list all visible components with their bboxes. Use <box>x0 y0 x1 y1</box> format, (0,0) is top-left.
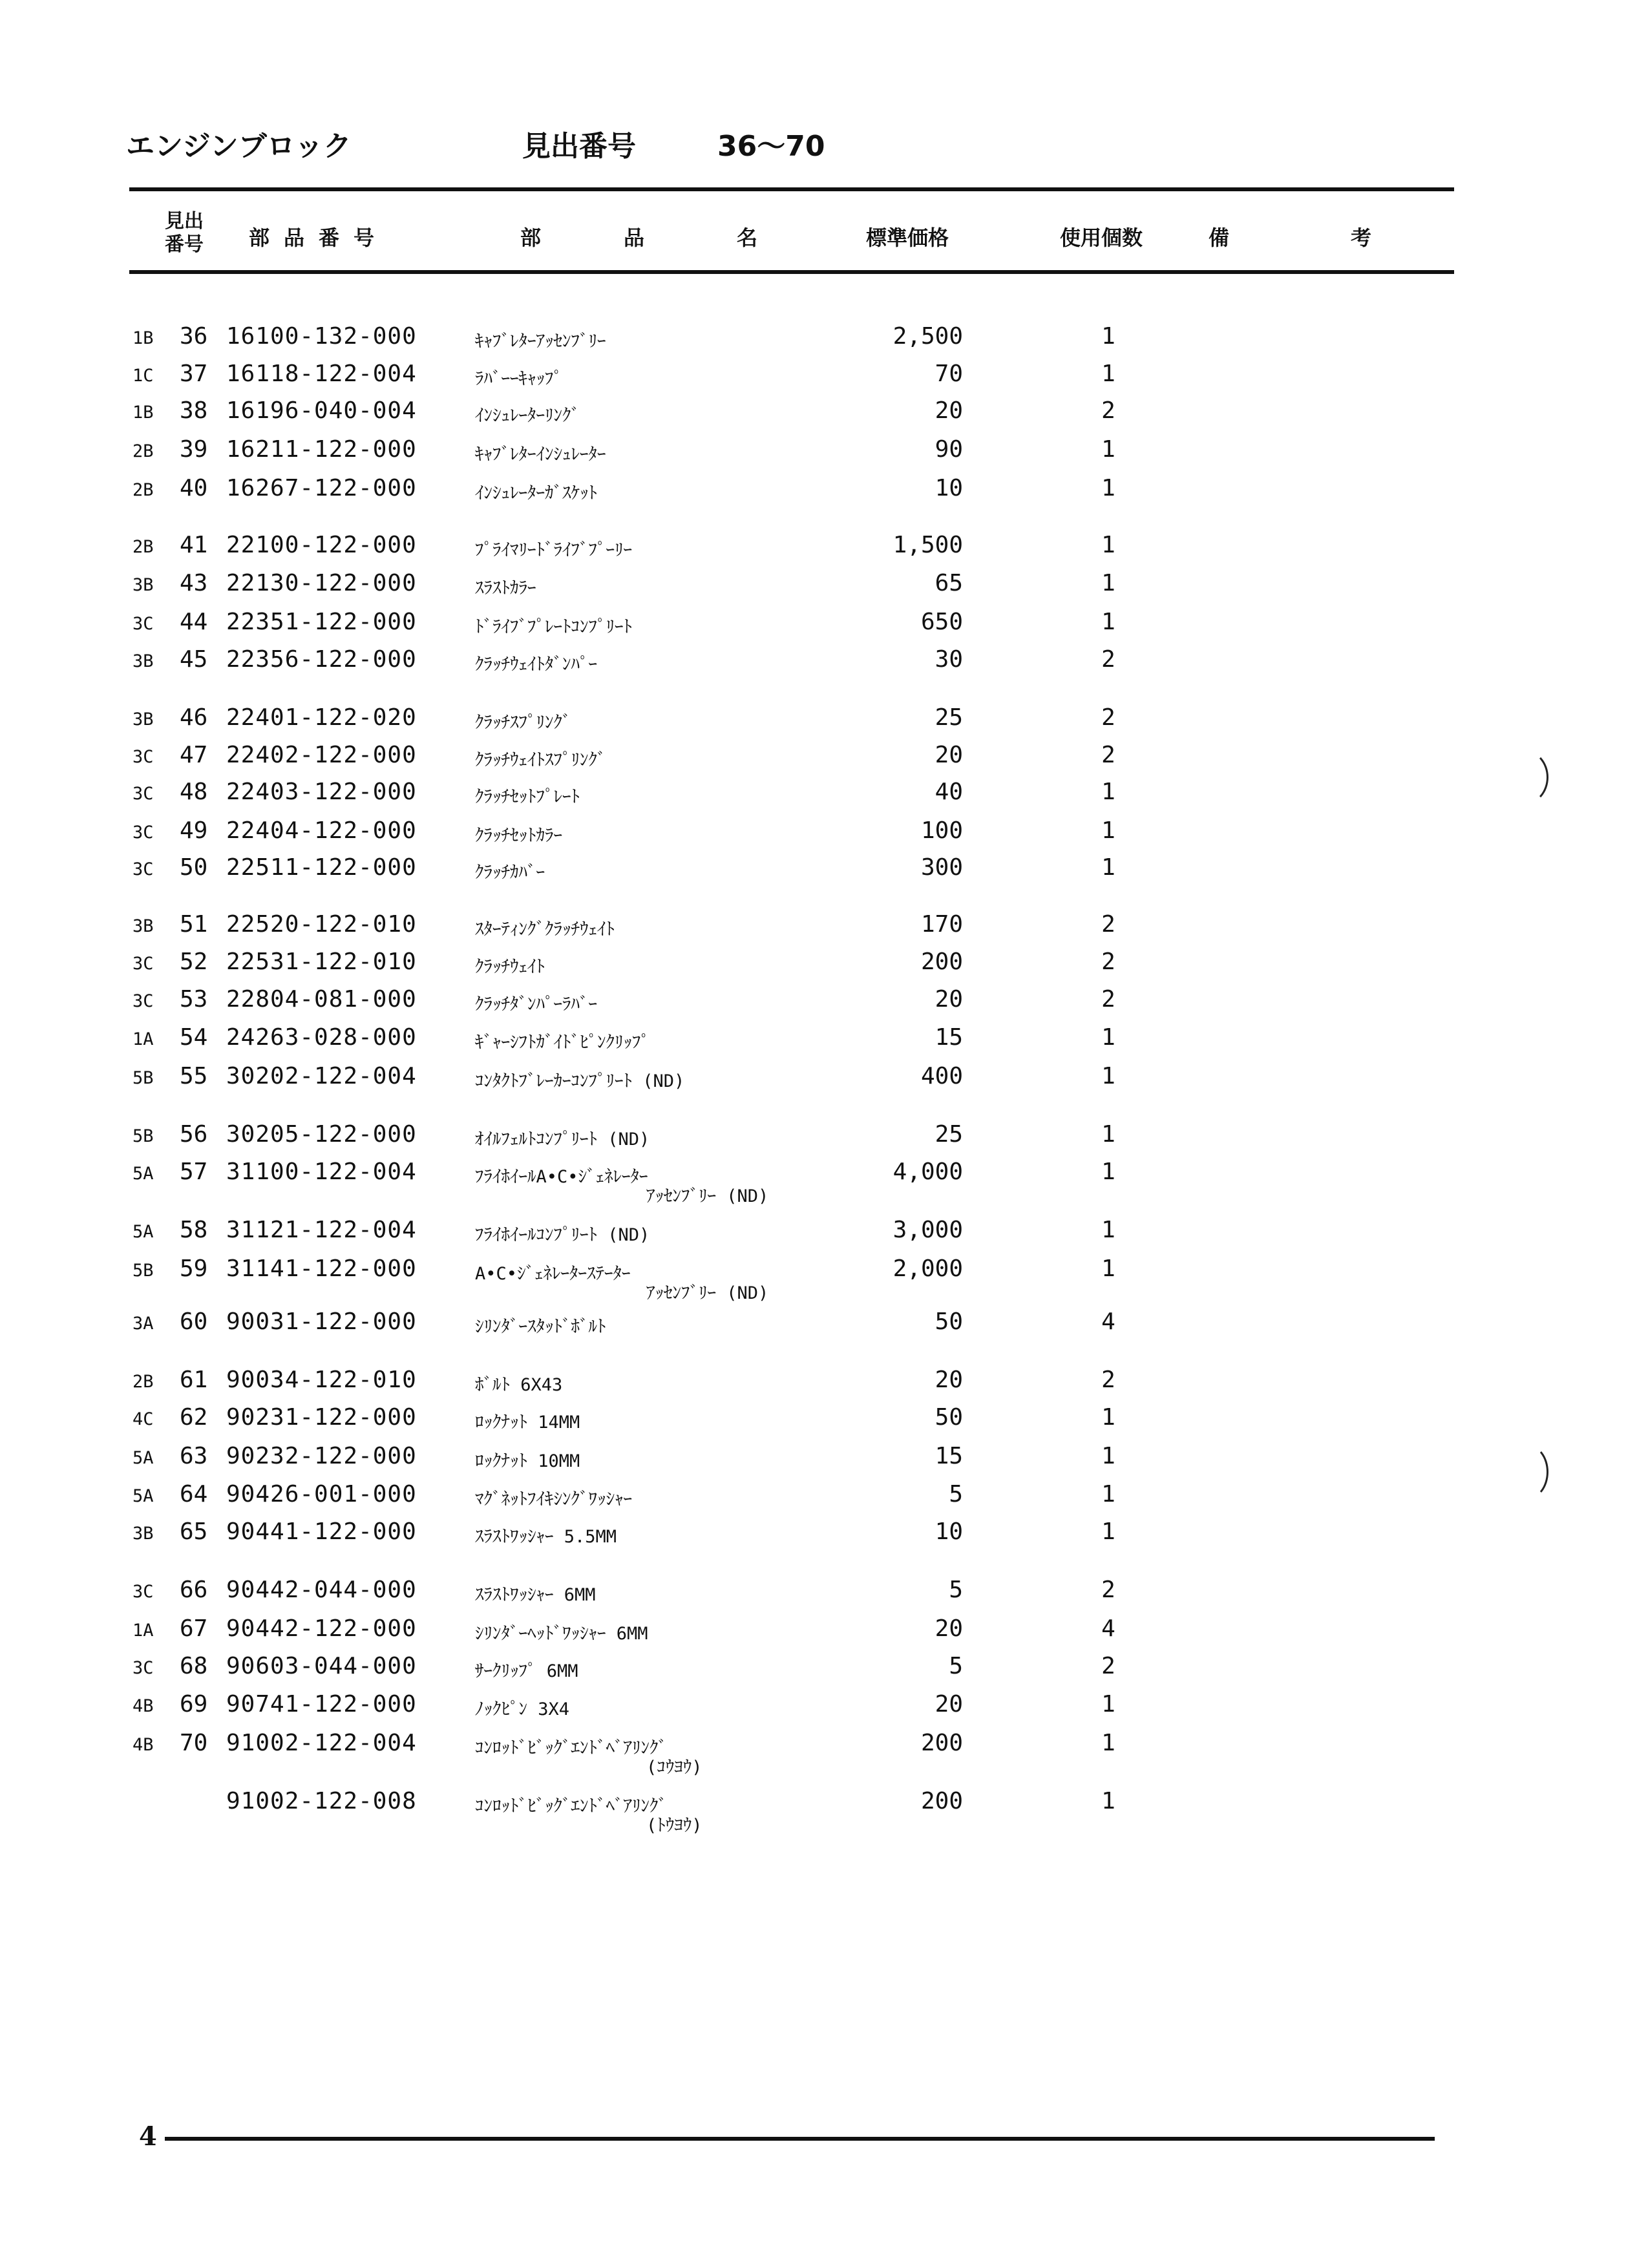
grid-location: 3C <box>132 1658 154 1678</box>
grid-location: 3B <box>132 575 154 595</box>
reference-number: 41 <box>180 532 208 558</box>
part-name: ｵｲﾙﾌｪﾙﾄｺﾝﾌﾟﾘｰﾄ (ND) <box>475 1129 650 1150</box>
table-row <box>0 570 1648 606</box>
part-number: 90741-122-000 <box>226 1691 417 1717</box>
part-number: 22531-122-010 <box>226 949 417 975</box>
quantity-used: 1 <box>1101 1255 1115 1282</box>
grid-location: 3C <box>132 784 154 804</box>
part-name: ｷﾞｬｰｼﾌﾄｶﾞｲﾄﾞﾋﾟﾝｸﾘｯﾌﾟ <box>475 1033 650 1053</box>
part-name: ｽﾗｽﾄﾜｯｼｬｰ 5.5MM <box>475 1527 617 1547</box>
part-name-continuation: (ｺｳﾖｳ) <box>646 1758 703 1778</box>
column-header-name-3: 名 <box>737 226 758 250</box>
part-number: 31100-122-004 <box>226 1159 417 1185</box>
standard-price: 5 <box>949 1653 963 1679</box>
table-row <box>0 1217 1648 1253</box>
part-name: ﾏｸﾞﾈｯﾄﾌｲｷｼﾝｸﾞﾜｯｼｬｰ <box>475 1489 632 1509</box>
table-row <box>0 1481 1648 1517</box>
part-name: ﾛｯｸﾅｯﾄ 10MM <box>475 1451 580 1471</box>
reference-number: 62 <box>180 1404 208 1431</box>
reference-number: 46 <box>180 704 208 731</box>
table-row <box>0 475 1648 511</box>
quantity-used: 2 <box>1101 986 1115 1013</box>
grid-location: 4B <box>132 1735 154 1755</box>
part-name: ｽﾀｰﾃｨﾝｸﾞｸﾗｯﾁｳｪｲﾄ <box>475 919 615 940</box>
column-header-price: 標準価格 <box>866 226 949 250</box>
part-name: A•C•ｼﾞｪﾈﾚｰﾀｰｽﾃｰﾀｰ <box>475 1264 631 1284</box>
standard-price: 10 <box>935 1518 963 1545</box>
quantity-used: 1 <box>1101 609 1115 635</box>
part-name-continuation: ｱｯｾﾝﾌﾞﾘｰ (ND) <box>646 1186 769 1206</box>
reference-number: 39 <box>180 436 208 463</box>
part-number: 31141-122-000 <box>226 1255 417 1282</box>
table-row <box>0 1367 1648 1403</box>
quantity-used: 2 <box>1101 1577 1115 1603</box>
reference-number: 38 <box>180 397 208 424</box>
quantity-used: 1 <box>1101 1691 1115 1717</box>
reference-number: 66 <box>180 1577 208 1603</box>
quantity-used: 1 <box>1101 475 1115 501</box>
standard-price: 20 <box>935 986 963 1013</box>
quantity-used: 2 <box>1101 949 1115 975</box>
reference-number: 49 <box>180 817 208 844</box>
part-name-continuation: ｱｯｾﾝﾌﾞﾘｰ (ND) <box>646 1283 769 1303</box>
part-number: 16100-132-000 <box>226 323 417 350</box>
reference-number: 70 <box>180 1730 208 1756</box>
reference-number: 68 <box>180 1653 208 1679</box>
part-name: ｸﾗｯﾁｽﾌﾟﾘﾝｸﾞ <box>475 713 571 733</box>
standard-price: 20 <box>935 742 963 768</box>
part-number: 90231-122-000 <box>226 1404 417 1431</box>
table-row <box>0 949 1648 985</box>
quantity-used: 1 <box>1101 854 1115 881</box>
quantity-used: 1 <box>1101 1481 1115 1507</box>
standard-price: 200 <box>920 1788 963 1814</box>
table-row <box>0 1691 1648 1727</box>
part-name: ｸﾗｯﾁｾｯﾄﾌﾟﾚｰﾄ <box>475 787 580 807</box>
part-name: ｺﾝﾛｯﾄﾞﾋﾞｯｸﾞｴﾝﾄﾞﾍﾞｱﾘﾝｸﾞ <box>475 1738 667 1758</box>
table-row <box>0 1121 1648 1157</box>
quantity-used: 1 <box>1101 1788 1115 1814</box>
table-row <box>0 1577 1648 1613</box>
quantity-used: 1 <box>1101 361 1115 387</box>
standard-price: 1,500 <box>893 532 963 558</box>
quantity-used: 2 <box>1101 646 1115 673</box>
reference-number: 65 <box>180 1518 208 1545</box>
standard-price: 170 <box>920 911 963 938</box>
standard-price: 3,000 <box>893 1217 963 1243</box>
grid-location: 4B <box>132 1696 154 1716</box>
reference-number: 40 <box>180 475 208 501</box>
part-number: 22351-122-000 <box>226 609 417 635</box>
table-row <box>0 779 1648 815</box>
reference-number: 51 <box>180 911 208 938</box>
grid-location: 5A <box>132 1164 154 1184</box>
quantity-used: 1 <box>1101 1730 1115 1756</box>
part-number: 22401-122-020 <box>226 704 417 731</box>
table-row <box>0 1063 1648 1099</box>
reference-number: 60 <box>180 1308 208 1335</box>
reference-number: 63 <box>180 1443 208 1469</box>
standard-price: 90 <box>935 436 963 463</box>
standard-price: 15 <box>935 1443 963 1469</box>
grid-location: 1B <box>132 403 154 423</box>
quantity-used: 1 <box>1101 1063 1115 1089</box>
standard-price: 65 <box>935 570 963 596</box>
part-number: 30202-122-004 <box>226 1063 417 1089</box>
quantity-used: 4 <box>1101 1308 1115 1335</box>
quantity-used: 2 <box>1101 742 1115 768</box>
part-number: 91002-122-004 <box>226 1730 417 1756</box>
standard-price: 50 <box>935 1404 963 1431</box>
part-name-continuation: (ﾄｳﾖｳ) <box>646 1816 703 1836</box>
grid-location: 3C <box>132 747 154 767</box>
standard-price: 100 <box>920 817 963 844</box>
quantity-used: 1 <box>1101 1518 1115 1545</box>
page-title: エンジンブロック <box>126 130 352 163</box>
standard-price: 2,000 <box>893 1255 963 1282</box>
part-number: 91002-122-008 <box>226 1788 417 1814</box>
quantity-used: 2 <box>1101 397 1115 424</box>
grid-location: 5A <box>132 1448 154 1468</box>
grid-location: 5A <box>132 1486 154 1506</box>
part-number: 90034-122-010 <box>226 1367 417 1393</box>
table-row <box>0 986 1648 1022</box>
table-row <box>0 911 1648 947</box>
part-name: ｸﾗｯﾁｳｪｲﾄｽﾌﾟﾘﾝｸﾞ <box>475 750 606 770</box>
part-name: ﾄﾞﾗｲﾌﾞﾌﾟﾚｰﾄｺﾝﾌﾟﾘｰﾄ <box>475 617 632 637</box>
grid-location: 2B <box>132 1372 154 1392</box>
reference-number: 45 <box>180 646 208 673</box>
reference-number: 48 <box>180 779 208 805</box>
part-number: 90031-122-000 <box>226 1308 417 1335</box>
part-name: ﾉｯｸﾋﾟﾝ 3X4 <box>475 1699 570 1719</box>
part-name: ｲﾝｼｭﾚｰﾀｰｶﾞｽｹｯﾄ <box>475 483 597 503</box>
part-name: ｻｰｸﾘｯﾌﾟ 6MM <box>475 1661 578 1681</box>
part-name: ｸﾗｯﾁﾀﾞﾝﾊﾟｰﾗﾊﾞｰ <box>475 994 597 1014</box>
table-row <box>0 1518 1648 1555</box>
binder-hole-mark <box>1506 1444 1548 1500</box>
reference-number: 67 <box>180 1615 208 1642</box>
standard-price: 20 <box>935 397 963 424</box>
part-name: ｺﾝﾀｸﾄﾌﾞﾚｰｶｰｺﾝﾌﾟﾘｰﾄ (ND) <box>475 1071 685 1091</box>
table-row <box>0 1730 1648 1778</box>
reference-number: 58 <box>180 1217 208 1243</box>
grid-location: 1A <box>132 1029 154 1049</box>
part-name: ｸﾗｯﾁｳｪｲﾄﾀﾞﾝﾊﾟｰ <box>475 655 597 675</box>
reference-number: 69 <box>180 1691 208 1717</box>
grid-location: 3C <box>132 991 154 1011</box>
quantity-used: 1 <box>1101 1024 1115 1051</box>
column-header-remarks-2: 考 <box>1351 226 1372 250</box>
part-number: 22100-122-000 <box>226 532 417 558</box>
grid-location: 1A <box>132 1621 154 1641</box>
reference-number: 57 <box>180 1159 208 1185</box>
quantity-used: 2 <box>1101 1653 1115 1679</box>
standard-price: 25 <box>935 704 963 731</box>
reference-number: 50 <box>180 854 208 881</box>
table-row <box>0 397 1648 434</box>
standard-price: 5 <box>949 1577 963 1603</box>
grid-location: 5B <box>132 1261 154 1281</box>
part-name: ﾌﾗｲﾎｲｰﾙｺﾝﾌﾟﾘｰﾄ (ND) <box>475 1225 650 1245</box>
standard-price: 300 <box>920 854 963 881</box>
index-label: 見出番号 <box>522 130 636 163</box>
part-number: 22804-081-000 <box>226 986 417 1013</box>
column-header-part-number: 部品番号 <box>249 226 389 250</box>
grid-location: 3C <box>132 1582 154 1602</box>
part-number: 22403-122-000 <box>226 779 417 805</box>
reference-number: 47 <box>180 742 208 768</box>
reference-number: 53 <box>180 986 208 1013</box>
column-header-name-1: 部 <box>520 226 542 250</box>
part-number: 16211-122-000 <box>226 436 417 463</box>
table-row <box>0 1159 1648 1206</box>
quantity-used: 1 <box>1101 436 1115 463</box>
part-number: 30205-122-000 <box>226 1121 417 1148</box>
part-name: ｲﾝｼｭﾚｰﾀｰﾘﾝｸﾞ <box>475 406 580 426</box>
standard-price: 2,500 <box>893 323 963 350</box>
part-number: 90441-122-000 <box>226 1518 417 1545</box>
part-name: ﾎﾞﾙﾄ 6X43 <box>475 1375 563 1395</box>
quantity-used: 1 <box>1101 1404 1115 1431</box>
part-name: ｸﾗｯﾁｶﾊﾞｰ <box>475 863 545 883</box>
table-row <box>0 1308 1648 1345</box>
quantity-used: 1 <box>1101 779 1115 805</box>
grid-location: 3C <box>132 859 154 879</box>
part-name: ｷｬﾌﾞﾚﾀｰｲﾝｼｭﾚｰﾀｰ <box>475 445 606 465</box>
reference-number: 43 <box>180 570 208 596</box>
standard-price: 200 <box>920 1730 963 1756</box>
part-name: ｷｬﾌﾞﾚﾀｰｱｯｾﾝﾌﾞﾘｰ <box>475 331 606 352</box>
grid-location: 5B <box>132 1126 154 1146</box>
reference-number: 55 <box>180 1063 208 1089</box>
quantity-used: 2 <box>1101 911 1115 938</box>
grid-location: 3C <box>132 954 154 974</box>
table-row <box>0 1443 1648 1479</box>
part-name: ｼﾘﾝﾀﾞｰｽﾀｯﾄﾞﾎﾞﾙﾄ <box>475 1317 606 1337</box>
reference-number: 56 <box>180 1121 208 1148</box>
part-number: 22520-122-010 <box>226 911 417 938</box>
page-number: 4 <box>139 2121 157 2152</box>
reference-number: 64 <box>180 1481 208 1507</box>
column-header-remarks-1: 備 <box>1209 226 1230 250</box>
quantity-used: 1 <box>1101 817 1115 844</box>
reference-number: 36 <box>180 323 208 350</box>
part-name: ｺﾝﾛｯﾄﾞﾋﾞｯｸﾞｴﾝﾄﾞﾍﾞｱﾘﾝｸﾞ <box>475 1796 667 1816</box>
part-number: 90426-001-000 <box>226 1481 417 1507</box>
quantity-used: 1 <box>1101 1121 1115 1148</box>
part-name: ﾌﾟﾗｲﾏﾘｰﾄﾞﾗｲﾌﾞﾌﾟｰﾘｰ <box>475 540 632 560</box>
grid-location: 1B <box>132 328 154 348</box>
part-number: 22402-122-000 <box>226 742 417 768</box>
part-number: 22356-122-000 <box>226 646 417 673</box>
part-number: 22130-122-000 <box>226 570 417 596</box>
grid-location: 4C <box>132 1409 154 1429</box>
table-row <box>0 742 1648 778</box>
table-row <box>0 609 1648 645</box>
standard-price: 200 <box>920 949 963 975</box>
quantity-used: 1 <box>1101 323 1115 350</box>
binder-hole-mark <box>1499 750 1548 805</box>
table-row <box>0 532 1648 568</box>
standard-price: 20 <box>935 1367 963 1393</box>
part-name: ｸﾗｯﾁｳｪｲﾄ <box>475 957 545 977</box>
standard-price: 400 <box>920 1063 963 1089</box>
standard-price: 50 <box>935 1308 963 1335</box>
standard-price: 4,000 <box>893 1159 963 1185</box>
quantity-used: 1 <box>1101 570 1115 596</box>
reference-number: 61 <box>180 1367 208 1393</box>
index-range: 36〜70 <box>717 130 825 163</box>
part-name: ﾗﾊﾞｰｰｷｬｯﾌﾟ <box>475 369 562 389</box>
grid-location: 3B <box>132 1524 154 1544</box>
standard-price: 70 <box>935 361 963 387</box>
reference-number: 52 <box>180 949 208 975</box>
standard-price: 20 <box>935 1615 963 1642</box>
grid-location: 3B <box>132 709 154 730</box>
quantity-used: 1 <box>1101 1443 1115 1469</box>
quantity-used: 1 <box>1101 1159 1115 1185</box>
table-row <box>0 1653 1648 1689</box>
grid-location: 2B <box>132 537 154 557</box>
part-number: 31121-122-004 <box>226 1217 417 1243</box>
grid-location: 3B <box>132 651 154 671</box>
quantity-used: 1 <box>1101 532 1115 558</box>
table-row <box>0 436 1648 472</box>
table-row <box>0 1788 1648 1836</box>
part-name: ｼﾘﾝﾀﾞｰﾍｯﾄﾞﾜｯｼｬｰ 6MM <box>475 1624 648 1644</box>
standard-price: 15 <box>935 1024 963 1051</box>
table-row <box>0 817 1648 854</box>
table-row <box>0 1255 1648 1303</box>
grid-location: 5B <box>132 1068 154 1088</box>
part-number: 90232-122-000 <box>226 1443 417 1469</box>
part-number: 16118-122-004 <box>226 361 417 387</box>
part-name: ｸﾗｯﾁｾｯﾄｶﾗｰ <box>475 826 562 846</box>
table-row <box>0 1615 1648 1652</box>
part-number: 90442-044-000 <box>226 1577 417 1603</box>
table-row <box>0 1024 1648 1060</box>
column-header-quantity: 使用個数 <box>1060 226 1143 250</box>
part-number: 90603-044-000 <box>226 1653 417 1679</box>
table-row <box>0 646 1648 682</box>
reference-number: 44 <box>180 609 208 635</box>
standard-price: 5 <box>949 1481 963 1507</box>
table-row <box>0 361 1648 397</box>
standard-price: 650 <box>920 609 963 635</box>
reference-number: 59 <box>180 1255 208 1282</box>
part-number: 16267-122-000 <box>226 475 417 501</box>
column-header-ref: 見出 番号 <box>165 210 204 256</box>
standard-price: 30 <box>935 646 963 673</box>
table-row <box>0 854 1648 890</box>
part-number: 24263-028-000 <box>226 1024 417 1051</box>
part-name: ﾛｯｸﾅｯﾄ 14MM <box>475 1412 580 1433</box>
table-row <box>0 323 1648 359</box>
standard-price: 40 <box>935 779 963 805</box>
part-name: ｽﾗｽﾄｶﾗｰ <box>475 578 536 598</box>
grid-location: 3C <box>132 823 154 843</box>
table-row <box>0 704 1648 740</box>
quantity-used: 2 <box>1101 1367 1115 1393</box>
grid-location: 3C <box>132 614 154 634</box>
grid-location: 5A <box>132 1222 154 1242</box>
grid-location: 2B <box>132 441 154 461</box>
part-number: 16196-040-004 <box>226 397 417 424</box>
reference-number: 54 <box>180 1024 208 1051</box>
part-number: 22511-122-000 <box>226 854 417 881</box>
column-header-name-2: 品 <box>624 226 645 250</box>
quantity-used: 1 <box>1101 1217 1115 1243</box>
quantity-used: 2 <box>1101 704 1115 731</box>
part-name: ｽﾗｽﾄﾜｯｼｬｰ 6MM <box>475 1585 596 1605</box>
grid-location: 2B <box>132 480 154 500</box>
grid-location: 3A <box>132 1314 154 1334</box>
standard-price: 10 <box>935 475 963 501</box>
grid-location: 3B <box>132 916 154 936</box>
part-name: ﾌﾗｲﾎｲｰﾙA•C•ｼﾞｪﾈﾚｰﾀｰ <box>475 1167 648 1187</box>
grid-location: 1C <box>132 366 154 386</box>
standard-price: 20 <box>935 1691 963 1717</box>
reference-number: 37 <box>180 361 208 387</box>
part-number: 22404-122-000 <box>226 817 417 844</box>
table-row <box>0 1404 1648 1440</box>
part-number: 90442-122-000 <box>226 1615 417 1642</box>
quantity-used: 4 <box>1101 1615 1115 1642</box>
footer-rule <box>165 2137 1435 2141</box>
standard-price: 25 <box>935 1121 963 1148</box>
